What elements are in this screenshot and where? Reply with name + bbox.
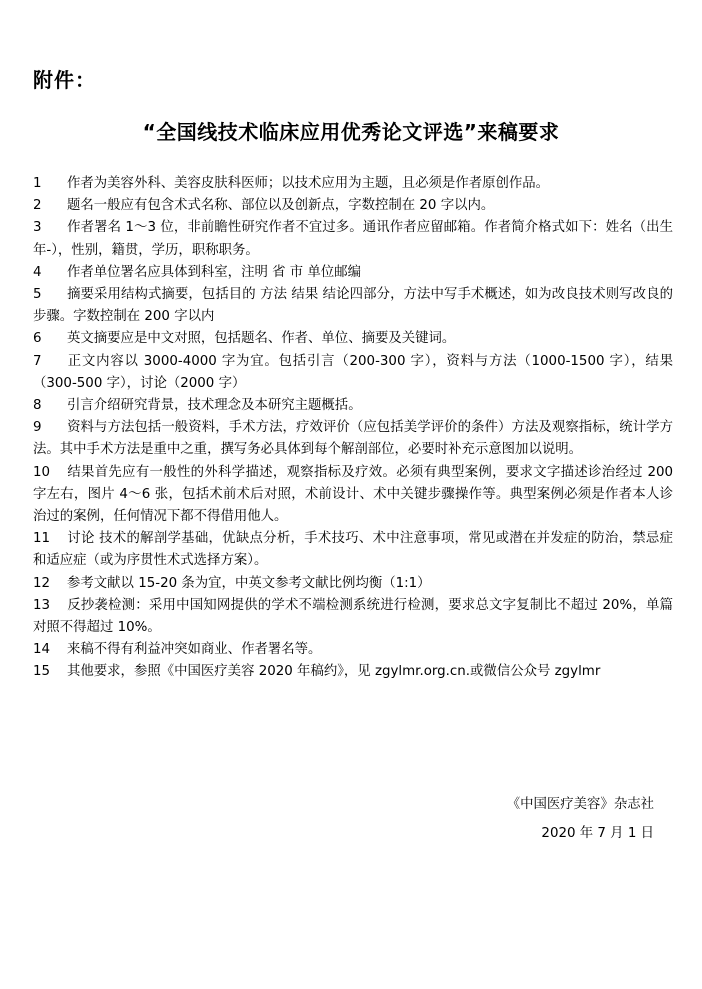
item-number: 9 — [33, 420, 42, 436]
item-number: 10 — [33, 464, 51, 480]
item-text: 作者为美容外科、美容皮肤科医师；以技术应用为主题，且必须是作者原创作品。 — [67, 176, 550, 191]
requirements-list — [33, 173, 673, 684]
item-text: 反抄袭检测：采用中国知网提供的学术不端检测系统进行检测，要求总文字复制比不超过 20%，单篇对照不得超过 10%。 — [33, 597, 673, 636]
item-number: 2 — [33, 198, 42, 214]
item-text: 题名一般应有包含术式名称、部位以及创新点，字数控制在 20 字以内。 — [67, 198, 495, 214]
item-text: 结果首先应有一般性的外科学描述，观察指标及疗效。必须有典型案例，要求文字描述诊治经过 200 字左右，图片 4～6 张，包括术前术后对照，术前设计、术中关键步骤操作等。典型案例必须是作者本人诊治过的案例，任何情况下都不得借用他人。 — [33, 464, 673, 525]
item-number: 15 — [33, 664, 51, 680]
item-text: 参考文献以 15-20 条为宜，中英文参考文献比例均衡（1:1） — [67, 575, 431, 591]
signature-block — [507, 790, 654, 848]
item-number: 11 — [33, 531, 51, 547]
item-text: 其他要求，参照《中国医疗美容 2020 年稿约》，见 zgylmr.org.cn.或微信公众号 zgylmr — [67, 664, 601, 680]
item-number: 5 — [33, 287, 42, 303]
item-text: 正文内容以 3000-4000 字为宜。包括引言（200-300 字），资料与方法（1000-1500 字），结果（300-500 字），讨论（2000 字） — [33, 353, 673, 391]
list-item — [33, 661, 673, 683]
item-text: 作者署名 1～3 位，非前瞻性研究作者不宜过多。通讯作者应留邮箱。作者简介格式如下：姓名（出生年-），性别，籍贯，学历，职称职务。 — [33, 220, 673, 258]
list-item — [33, 262, 673, 284]
list-item — [33, 351, 673, 395]
list-item — [33, 395, 673, 417]
list-item — [33, 173, 673, 195]
publisher-name: 《中国医疗美容》杂志社 — [506, 797, 654, 812]
item-number: 3 — [33, 220, 42, 236]
list-item — [33, 417, 673, 461]
list-item — [33, 328, 673, 350]
list-item — [33, 284, 673, 328]
item-text: 资料与方法包括一般资料，手术方法，疗效评价（应包括美学评价的条件）方法及观察指标，统计学方法。其中手术方法是重中之重，撰写务必具体到每个解剖部位，必要时补充示意图加以说明。 — [33, 420, 673, 458]
item-text: 来稿不得有利益冲突如商业、作者署名等。 — [67, 642, 322, 658]
list-item — [33, 528, 673, 572]
item-number: 7 — [33, 353, 42, 369]
item-text: 讨论 技术的解剖学基础，优缺点分析，手术技巧、术中注意事项，常见或潜在并发症的防治，禁忌症和适应症（或为序贯性术式选择方案）。 — [33, 531, 673, 569]
list-item — [33, 595, 673, 639]
list-item — [33, 217, 673, 261]
item-text: 摘要采用结构式摘要，包括目的 方法 结果 结论四部分，方法中写手术概述，如为改良技术则写改良的步骤。字数控制在 200 字以内 — [33, 287, 673, 325]
list-item — [33, 195, 673, 217]
document-title: “全国线技术临床应用优秀论文评选”来稿要求 — [142, 120, 560, 144]
item-text: 英文摘要应是中文对照，包括题名、作者、单位、摘要及关键词。 — [67, 331, 456, 347]
item-text: 作者单位署名应具体到科室，注明 省 市 单位邮编 — [67, 264, 361, 280]
item-number: 12 — [33, 575, 51, 591]
item-text: 引言介绍研究背景，技术理念及本研究主题概括。 — [67, 398, 362, 414]
issue-date: 2020 年 7 月 1 日 — [541, 826, 654, 841]
list-item — [33, 573, 673, 595]
list-item — [33, 462, 673, 529]
item-number: 6 — [33, 331, 42, 347]
item-number: 4 — [33, 264, 42, 280]
item-number: 13 — [33, 597, 51, 613]
attachment-label: 附件： — [33, 68, 96, 92]
item-number: 14 — [33, 642, 51, 658]
item-number: 1 — [33, 176, 42, 191]
item-number: 8 — [33, 398, 42, 414]
list-item — [33, 639, 673, 661]
